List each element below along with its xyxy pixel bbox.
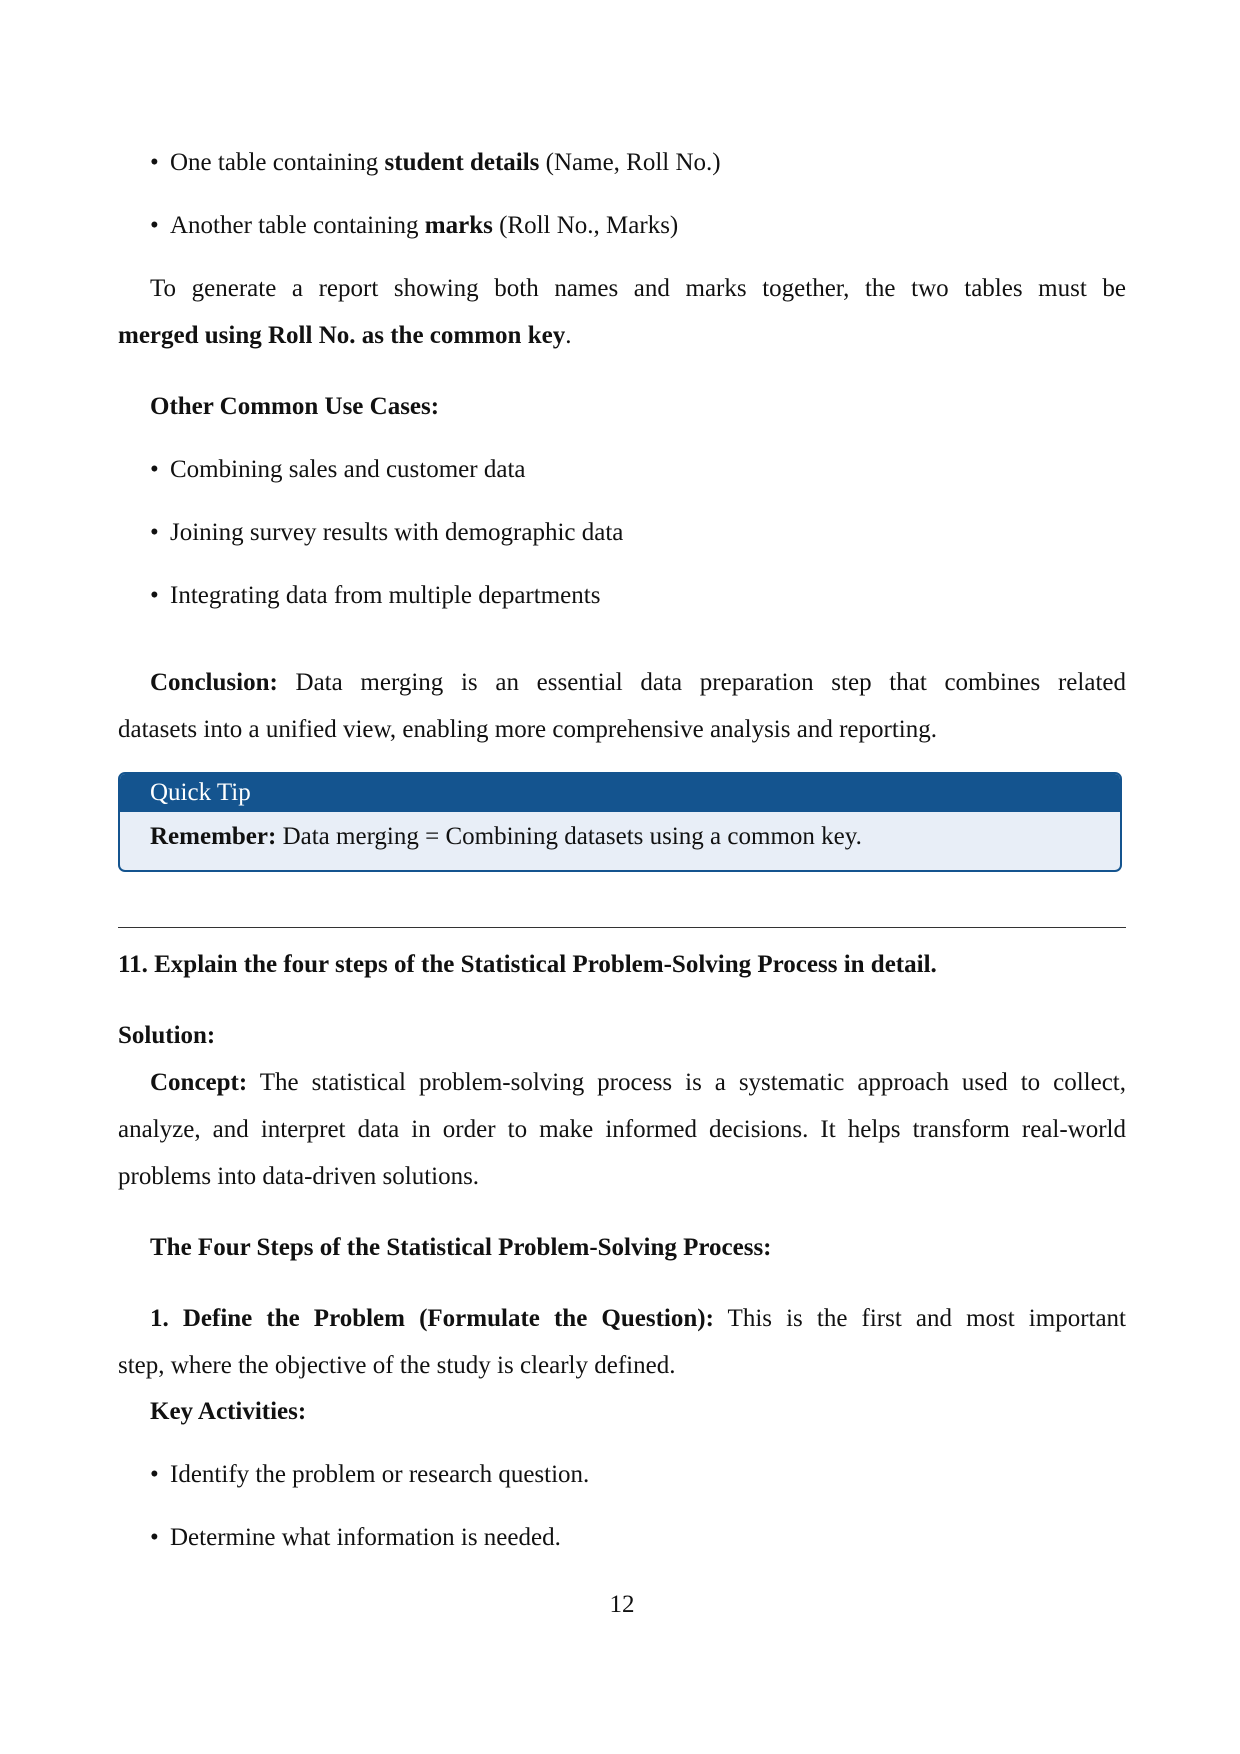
use-case-item: • Joining survey results with demographic data [150, 519, 624, 546]
merge-paragraph-line2: merged using Roll No. as the common key. [118, 322, 572, 349]
bullet-marks: • Another table containing marks (Roll No., Marks) [150, 212, 679, 239]
quick-tip-box [118, 772, 1122, 872]
bullet-student-details: • One table containing student details (Name, Roll No.) [150, 149, 721, 176]
quick-tip-body: Remember: Data merging = Combining datasets using a common key. [150, 823, 862, 850]
merge-paragraph-line1: To generate a report showing both names and marks together, the two tables must be [150, 275, 1126, 302]
quick-tip-title: Quick Tip [120, 774, 1120, 812]
bullet-dot: • [150, 456, 159, 483]
other-use-cases-heading: Other Common Use Cases: [150, 393, 440, 420]
key-activities-heading: Key Activities: [150, 1398, 307, 1425]
step1-line2: step, where the objective of the study is clearly defined. [118, 1352, 676, 1379]
activity-item: • Determine what information is needed. [150, 1524, 561, 1551]
page-number: 12 [609, 1591, 635, 1618]
bullet-dot: • [150, 149, 159, 176]
bullet-dot: • [150, 582, 159, 609]
use-case-item: • Combining sales and customer data [150, 456, 526, 483]
steps-heading: The Four Steps of the Statistical Problem-Solving Process: [150, 1234, 772, 1261]
bullet-dot: • [150, 519, 159, 546]
bullet-dot: • [150, 1461, 159, 1488]
concept-line1: Concept: The statistical problem-solving process is a systematic approach used to collect, [150, 1069, 1126, 1096]
solution-label: Solution: [118, 1022, 216, 1049]
question-title: 11. Explain the four steps of the Statistical Problem-Solving Process in detail. [118, 951, 937, 978]
conclusion-line1: Conclusion: Data merging is an essential data preparation step that combines related [150, 669, 1126, 696]
bullet-dot: • [150, 1524, 159, 1551]
activity-item: • Identify the problem or research question. [150, 1461, 590, 1488]
use-case-item: • Integrating data from multiple departments [150, 582, 601, 609]
concept-line2: analyze, and interpret data in order to make informed decisions. It helps transform real-world [118, 1116, 1126, 1143]
concept-line3: problems into data-driven solutions. [118, 1163, 480, 1190]
conclusion-line2: datasets into a unified view, enabling more comprehensive analysis and reporting. [118, 716, 937, 743]
step1-line1: 1. Define the Problem (Formulate the Question): This is the first and most important [150, 1305, 1127, 1332]
bullet-dot: • [150, 212, 159, 239]
section-divider [118, 927, 1126, 928]
